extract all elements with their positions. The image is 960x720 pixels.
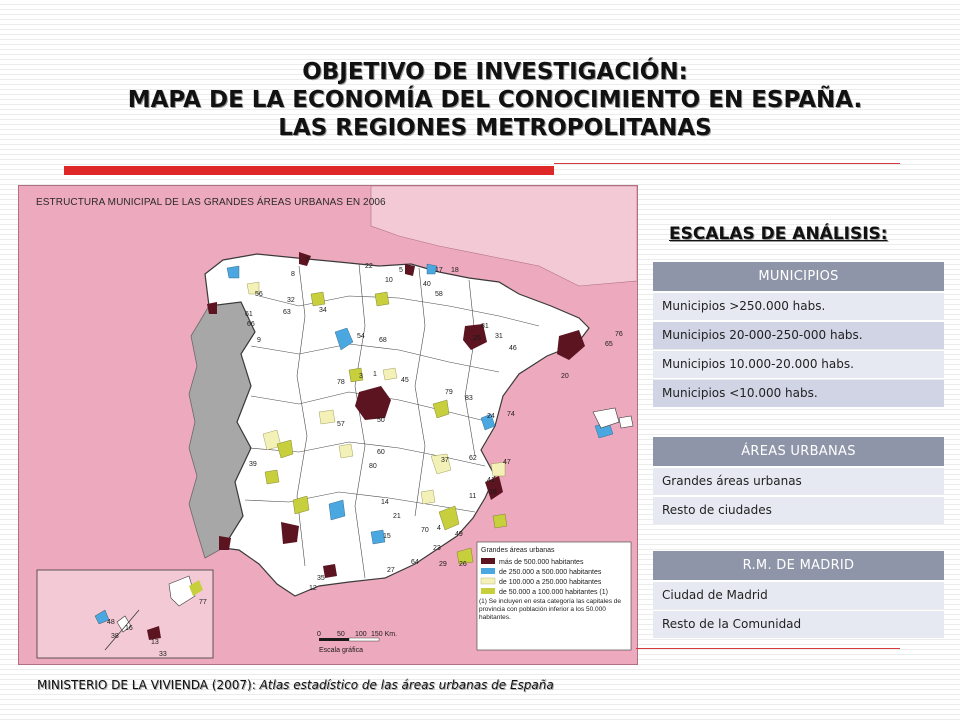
map-area-number: 11 <box>469 493 477 500</box>
panel-areas-urbanas-header: ÁREAS URBANAS <box>653 437 944 466</box>
map-area-number: 10 <box>385 277 393 284</box>
bottom-red-rule <box>636 648 900 649</box>
legend-swatch-medium-large <box>481 568 495 574</box>
panel-rm-madrid <box>653 551 944 638</box>
map-area-number: 33 <box>159 651 167 658</box>
map-area-number: 76 <box>615 331 623 338</box>
map-area-number: 34 <box>319 307 327 314</box>
panel-municipios <box>653 262 944 407</box>
title-red-bar <box>64 166 554 175</box>
map-area-number: 39 <box>249 461 257 468</box>
scale-tick-1: 50 <box>337 631 345 638</box>
map-area-number: 22 <box>365 263 373 270</box>
scale-tick-3: 150 Km. <box>371 631 398 638</box>
map-area-number: 57 <box>337 421 345 428</box>
map-area-number: 26 <box>459 561 467 568</box>
map-area-number: 20 <box>561 373 569 380</box>
legend-swatch-medium <box>481 578 495 584</box>
map-area-number: 65 <box>605 341 613 348</box>
map-area-number: 25 <box>473 335 481 342</box>
map-area-number: 80 <box>369 463 377 470</box>
map-area-number: 12 <box>309 585 317 592</box>
map-area-number: 37 <box>441 457 449 464</box>
map-area-number: 62 <box>469 455 477 462</box>
map-area-number: 61 <box>245 311 253 318</box>
map-area-number: 83 <box>465 395 473 402</box>
map-area-number: 17 <box>435 267 443 274</box>
map-area-number: 50 <box>377 417 385 424</box>
map-area-number: 58 <box>435 291 443 298</box>
map-area-number: 21 <box>393 513 401 520</box>
panel-rm-madrid-row-1: Ciudad de Madrid <box>653 582 944 609</box>
legend-swatch-small <box>481 588 495 594</box>
map-area-number: 47 <box>503 459 511 466</box>
page-title <box>0 58 960 142</box>
map-svg <box>19 186 637 664</box>
map-area-number: 38 <box>111 633 119 640</box>
legend-item-large: más de 500.000 habitantes <box>499 559 584 566</box>
map-area-number: 66 <box>247 321 255 328</box>
map-scale <box>317 631 397 654</box>
map-area-number: 9 <box>257 337 261 344</box>
source-title: Atlas estadístico de las áreas urbanas de España <box>259 678 554 692</box>
map-area-number: 35 <box>317 575 325 582</box>
map-area-number: 81 <box>481 323 489 330</box>
map-area-number: 74 <box>507 411 515 418</box>
map-area-number: 8 <box>291 271 295 278</box>
map-area-number: 77 <box>199 599 207 606</box>
legend-item-medium-large: de 250.000 a 500.000 habitantes <box>499 569 602 576</box>
map-area-number: 46 <box>509 345 517 352</box>
panel-municipios-row-1: Municipios >250.000 habs. <box>653 293 944 320</box>
map-area-number: 60 <box>377 449 385 456</box>
scale-tick-2: 100 <box>355 631 367 638</box>
map-area-number: 13 <box>151 639 159 646</box>
map-area-number: 27 <box>387 567 395 574</box>
source-citation <box>37 678 554 692</box>
map-area-number: 15 <box>383 533 391 540</box>
title-line-1: OBJETIVO DE INVESTIGACIÓN: <box>302 59 688 85</box>
panel-rm-madrid-header: R.M. DE MADRID <box>653 551 944 580</box>
panel-rm-madrid-row-2: Resto de la Comunidad <box>653 611 944 638</box>
map-area-number: 49 <box>455 531 463 538</box>
legend-item-small: de 50.000 a 100.000 habitantes (1) <box>499 589 608 596</box>
map-title: ESTRUCTURA MUNICIPAL DE LAS GRANDES ÁREAS URBANAS EN 2006 <box>36 197 386 208</box>
map-area-number: 18 <box>451 267 459 274</box>
panel-areas-urbanas-row-1: Grandes áreas urbanas <box>653 468 944 495</box>
map-area-number: 45 <box>401 377 409 384</box>
escalas-heading: ESCALAS DE ANÁLISIS: <box>669 224 888 244</box>
map-area-number: 31 <box>495 333 503 340</box>
map-area-number: 32 <box>287 297 295 304</box>
map-area-number: 1 <box>373 371 377 378</box>
legend-note: (1) Se incluyen en esta categoría las capitales de provincia con población inferior a los 50.000 habitantes. <box>479 598 622 621</box>
scale-tick-0: 0 <box>317 631 321 638</box>
map-legend <box>477 542 631 650</box>
map-area-number: 79 <box>445 389 453 396</box>
map-area-number: 14 <box>381 499 389 506</box>
title-line-3: LAS REGIONES METROPOLITANAS <box>278 115 712 141</box>
map-area-number: 5 <box>399 267 403 274</box>
map-area-number: 3 <box>359 373 363 380</box>
map-area-number: 16 <box>125 625 133 632</box>
spain-urban-areas-map <box>18 185 638 665</box>
map-area-number: 4 <box>437 525 441 532</box>
map-area-number: 24 <box>487 413 495 420</box>
canary-islands-inset <box>37 570 213 658</box>
title-red-rule <box>554 163 900 164</box>
map-area-number: 23 <box>433 545 441 552</box>
map-area-number: 41 <box>487 477 495 484</box>
map-area-number: 40 <box>423 281 431 288</box>
legend-item-medium: de 100.000 a 250.000 habitantes <box>499 579 602 586</box>
map-area-number: 54 <box>357 333 365 340</box>
map-area-number: 70 <box>421 527 429 534</box>
panel-areas-urbanas-row-2: Resto de ciudades <box>653 497 944 524</box>
panel-municipios-row-2: Municipios 20-000-250-000 habs. <box>653 322 944 349</box>
source-author: MINISTERIO DE LA VIVIENDA (2007): <box>37 678 256 692</box>
map-area-number: 68 <box>379 337 387 344</box>
map-area-number: 56 <box>255 291 263 298</box>
map-area-number: 7 <box>305 257 309 264</box>
scale-label: Escala gráfica <box>319 647 363 654</box>
map-area-number: 78 <box>337 379 345 386</box>
map-area-number: 63 <box>283 309 291 316</box>
panel-areas-urbanas <box>653 437 944 524</box>
legend-swatch-large <box>481 558 495 564</box>
map-area-number: 48 <box>107 619 115 626</box>
map-area-number: 64 <box>411 559 419 566</box>
panel-municipios-row-4: Municipios <10.000 habs. <box>653 380 944 407</box>
panel-municipios-row-3: Municipios 10.000-20.000 habs. <box>653 351 944 378</box>
legend-title: Grandes áreas urbanas <box>481 547 555 554</box>
map-area-number: 28 <box>489 489 497 496</box>
panel-municipios-header: MUNICIPIOS <box>653 262 944 291</box>
title-line-2: MAPA DE LA ECONOMÍA DEL CONOCIMIENTO EN ESPAÑA. <box>127 87 863 113</box>
map-area-number: 29 <box>439 561 447 568</box>
